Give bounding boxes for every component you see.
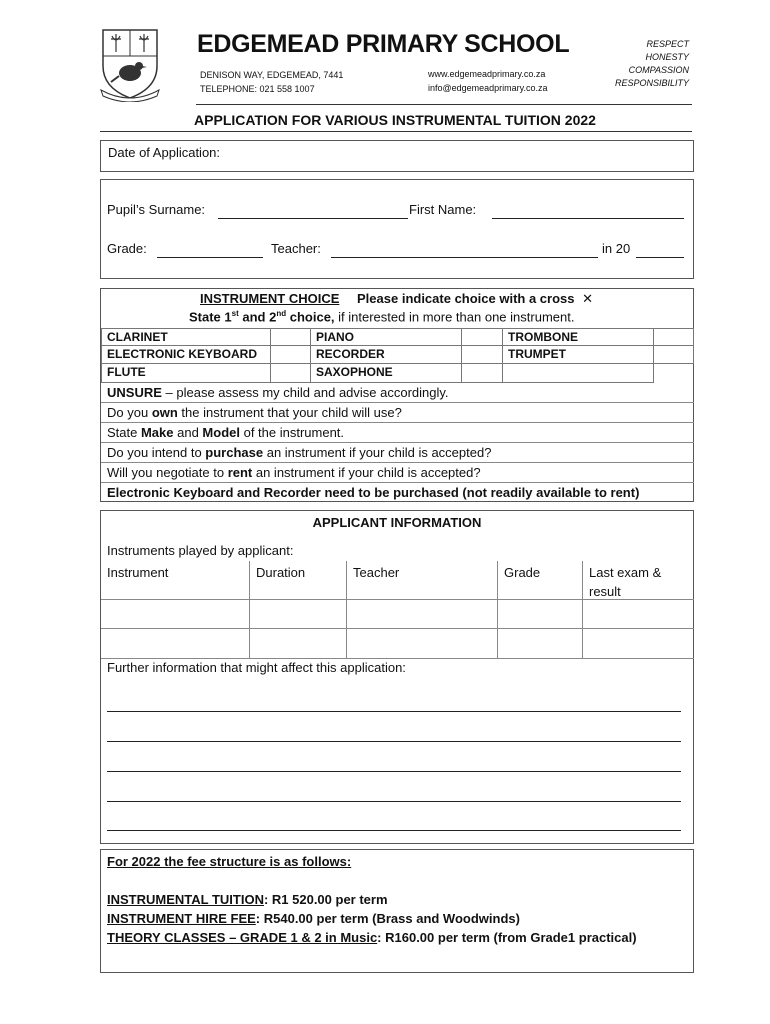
grade-label: Grade: (107, 241, 147, 256)
school-values (615, 38, 689, 90)
choice-box-clarinet[interactable] (270, 328, 311, 346)
applicant-info-heading: APPLICANT INFORMATION (312, 515, 482, 530)
row-divider (101, 462, 694, 463)
instruments-played-label: Instruments played by applicant: (107, 543, 294, 558)
unsure-text: – please assess my child and advise accordingly. (161, 385, 449, 400)
row-divider (101, 422, 694, 423)
purchase-question[interactable] (107, 445, 491, 460)
tuition-fee-label: INSTRUMENTAL TUITION (107, 892, 264, 907)
instrument-cell-trumpet: TRUMPET (502, 345, 654, 364)
instrument-choice-heading: INSTRUMENT CHOICE (200, 291, 340, 306)
choice-box-electronic-keyboard[interactable] (270, 345, 311, 364)
instrument-cell-piano: PIANO (310, 328, 462, 346)
make-post: of the instrument. (239, 425, 345, 440)
choice-box-saxophone[interactable] (461, 363, 503, 383)
purchase-bold: purchase (205, 445, 264, 460)
unsure-option[interactable] (107, 385, 449, 400)
first-name-input-line[interactable] (492, 218, 684, 219)
first-suffix: st (231, 309, 239, 318)
year-label: in 20 (602, 241, 631, 256)
value-compassion: COMPASSION (628, 65, 689, 75)
theory-fee-value: : R160.00 per term (from Grade1 practical) (377, 930, 637, 945)
header-divider (196, 104, 692, 105)
column-header-instrument: Instrument (101, 561, 250, 600)
choice-box-trombone[interactable] (653, 328, 694, 346)
value-honesty: HONESTY (645, 52, 689, 62)
school-telephone: TELEPHONE: 021 558 1007 (200, 84, 315, 94)
column-header-duration: Duration (249, 561, 347, 600)
instrument-cell-trombone: TROMBONE (502, 328, 654, 346)
purchase-pre: Do you intend to (107, 445, 206, 460)
rent-question[interactable] (107, 465, 481, 480)
fee-structure-heading: For 2022 the fee structure is as follows: (107, 854, 352, 869)
further-info-line[interactable] (107, 771, 681, 772)
further-info-line[interactable] (107, 711, 681, 712)
date-of-application-label: Date of Application: (108, 145, 221, 160)
choice-box-piano[interactable] (461, 328, 503, 346)
cross-icon: ✕ (582, 291, 594, 306)
row-divider (101, 402, 694, 403)
theory-fee-row (107, 930, 637, 945)
school-crest-logo (99, 26, 161, 102)
further-info-line[interactable] (107, 741, 681, 742)
grade-input-line[interactable] (157, 257, 263, 258)
applicant-teacher-cell[interactable] (346, 628, 498, 659)
surname-label: Pupil’s Surname: (107, 202, 206, 217)
row-divider (101, 442, 694, 443)
applicant-instrument-cell[interactable] (101, 599, 250, 629)
applicant-duration-cell[interactable] (249, 599, 347, 629)
instrument-cell-flute: FLUTE (101, 363, 271, 383)
state-first-text: State 1 (189, 309, 232, 325)
applicant-duration-cell[interactable] (249, 628, 347, 659)
applicant-last-exam-cell[interactable] (582, 628, 694, 659)
applicant-grade-cell[interactable] (497, 599, 583, 629)
applicant-last-exam-cell[interactable] (582, 599, 694, 629)
instrument-cell-empty (502, 363, 654, 383)
rent-pre: Will you negotiate to (107, 465, 228, 480)
school-email: info@edgemeadprimary.co.za (428, 83, 548, 93)
own-bold: own (151, 405, 178, 420)
rent-post: an instrument if your child is accepted? (252, 465, 481, 480)
choice-box-recorder[interactable] (461, 345, 503, 364)
date-of-application-field[interactable] (100, 140, 694, 172)
title-divider (100, 131, 692, 132)
pupil-details-section (100, 179, 694, 279)
tuition-fee-value: : R1 520.00 per term (263, 892, 388, 907)
cross-instruction: Please indicate choice with a cross (357, 291, 575, 306)
make-pre: State (107, 425, 141, 440)
year-input-line[interactable] (636, 257, 684, 258)
column-header-last-exam: Last exam & result (582, 561, 694, 600)
hire-fee-row (107, 911, 520, 926)
choice-instruction-row (189, 309, 574, 324)
column-header-grade: Grade (497, 561, 583, 600)
and-second-text: and 2 (238, 309, 277, 325)
value-responsibility: RESPONSIBILITY (614, 78, 689, 88)
row-divider (101, 482, 694, 483)
purchase-post: an instrument if your child is accepted? (263, 445, 492, 460)
value-respect: RESPECT (646, 39, 689, 49)
applicant-teacher-cell[interactable] (346, 599, 498, 629)
teacher-input-line[interactable] (331, 257, 598, 258)
instrument-cell-recorder: RECORDER (310, 345, 462, 364)
school-website: www.edgemeadprimary.co.za (428, 69, 546, 79)
make-mid: and (173, 425, 203, 440)
instrument-cell-clarinet: CLARINET (101, 328, 271, 346)
instrument-cell-saxophone: SAXOPHONE (310, 363, 462, 383)
school-address: DENISON WAY, EDGEMEAD, 7441 (200, 70, 344, 80)
choice-box-flute[interactable] (270, 363, 311, 383)
make-bold: Make (140, 425, 174, 440)
model-bold: Model (202, 425, 240, 440)
instrument-cell-electronic-keyboard: ELECTRONIC KEYBOARD (101, 345, 271, 364)
unsure-label: UNSURE (107, 385, 162, 400)
own-post: the instrument that your child will use? (177, 405, 402, 420)
further-info-line[interactable] (107, 830, 681, 831)
second-suffix: nd (276, 309, 287, 318)
interest-text: if interested in more than one instrument. (334, 309, 575, 325)
first-name-label: First Name: (409, 202, 477, 217)
choice-text: choice, (286, 309, 335, 325)
own-instrument-question[interactable] (107, 405, 402, 420)
applicant-instrument-cell[interactable] (101, 628, 250, 659)
instrument-choice-heading-row (200, 291, 593, 307)
theory-fee-label: THEORY CLASSES – GRADE 1 & 2 in Music (107, 930, 378, 945)
further-info-line[interactable] (107, 801, 681, 802)
further-information-label: Further information that might affect this application: (107, 660, 406, 675)
tuition-fee-row (107, 892, 388, 907)
choice-box-trumpet[interactable] (653, 345, 694, 364)
keyboard-purchase-note: Electronic Keyboard and Recorder need to be purchased (not readily available to rent) (107, 485, 640, 500)
surname-input-line[interactable] (218, 218, 408, 219)
hire-fee-value: : R540.00 per term (Brass and Woodwinds) (255, 911, 520, 926)
own-pre: Do you (107, 405, 152, 420)
hire-fee-label: INSTRUMENT HIRE FEE (107, 911, 256, 926)
teacher-label: Teacher: (271, 241, 321, 256)
school-name: EDGEMEAD PRIMARY SCHOOL (197, 30, 570, 58)
form-title: APPLICATION FOR VARIOUS INSTRUMENTAL TUITION 2022 (194, 112, 596, 128)
applicant-grade-cell[interactable] (497, 628, 583, 659)
make-model-question[interactable] (107, 425, 344, 440)
rent-bold: rent (227, 465, 253, 480)
column-header-teacher: Teacher (346, 561, 498, 600)
